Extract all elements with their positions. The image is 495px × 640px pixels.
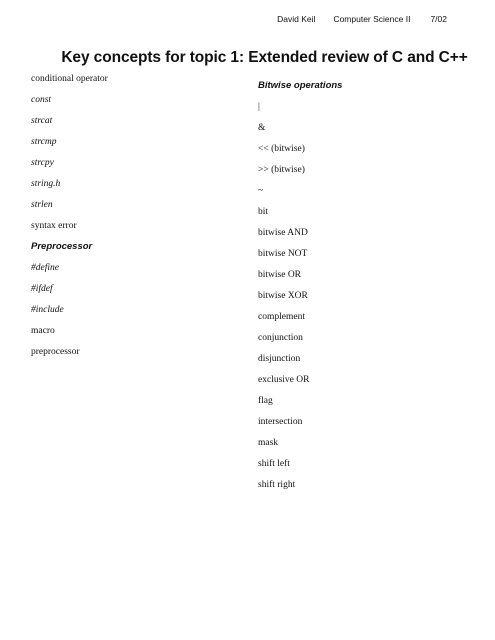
term-item: syntax error bbox=[31, 221, 77, 231]
term-item: shift right bbox=[258, 480, 296, 490]
header-author: David Keil bbox=[277, 14, 316, 24]
term-item: string.h bbox=[31, 179, 61, 189]
term-item: conjunction bbox=[258, 333, 303, 343]
header-date: 7/02 bbox=[430, 14, 447, 24]
header-course: Computer Science II bbox=[333, 14, 411, 24]
term-item: bitwise NOT bbox=[258, 249, 308, 259]
term-item: bit bbox=[258, 207, 269, 217]
right-column bbox=[258, 80, 458, 500]
term-item: strcat bbox=[31, 116, 53, 126]
term-item: intersection bbox=[258, 417, 303, 427]
term-item: mask bbox=[258, 438, 279, 448]
term-item: >> (bitwise) bbox=[258, 165, 305, 175]
term-item: strcpy bbox=[31, 158, 54, 168]
left-column bbox=[31, 73, 231, 367]
term-item: | bbox=[258, 102, 260, 112]
term-item: const bbox=[31, 95, 52, 105]
page-header bbox=[277, 14, 447, 24]
term-item: ~ bbox=[258, 186, 264, 196]
term-item: exclusive OR bbox=[258, 375, 310, 385]
term-item: shift left bbox=[258, 459, 290, 469]
term-item: conditional operator bbox=[31, 74, 108, 84]
term-item: #ifdef bbox=[31, 284, 53, 294]
term-item: bitwise OR bbox=[258, 270, 302, 280]
term-item: bitwise XOR bbox=[258, 291, 308, 301]
bitwise-heading: Bitwise operations bbox=[258, 80, 343, 91]
term-item: disjunction bbox=[258, 354, 301, 364]
term-item: #define bbox=[31, 263, 59, 273]
term-item: strlen bbox=[31, 200, 53, 210]
page-title: Key concepts for topic 1: Extended review of C and C++ bbox=[61, 49, 468, 66]
term-item: strcmp bbox=[31, 137, 57, 147]
term-item: macro bbox=[31, 326, 55, 336]
term-item: & bbox=[258, 123, 266, 133]
term-item: bitwise AND bbox=[258, 228, 308, 238]
term-item: preprocessor bbox=[31, 347, 80, 357]
term-item: #include bbox=[31, 305, 64, 315]
preprocessor-heading: Preprocessor bbox=[31, 241, 93, 252]
term-item: << (bitwise) bbox=[258, 144, 305, 154]
term-item: flag bbox=[258, 396, 273, 406]
term-item: complement bbox=[258, 312, 305, 322]
